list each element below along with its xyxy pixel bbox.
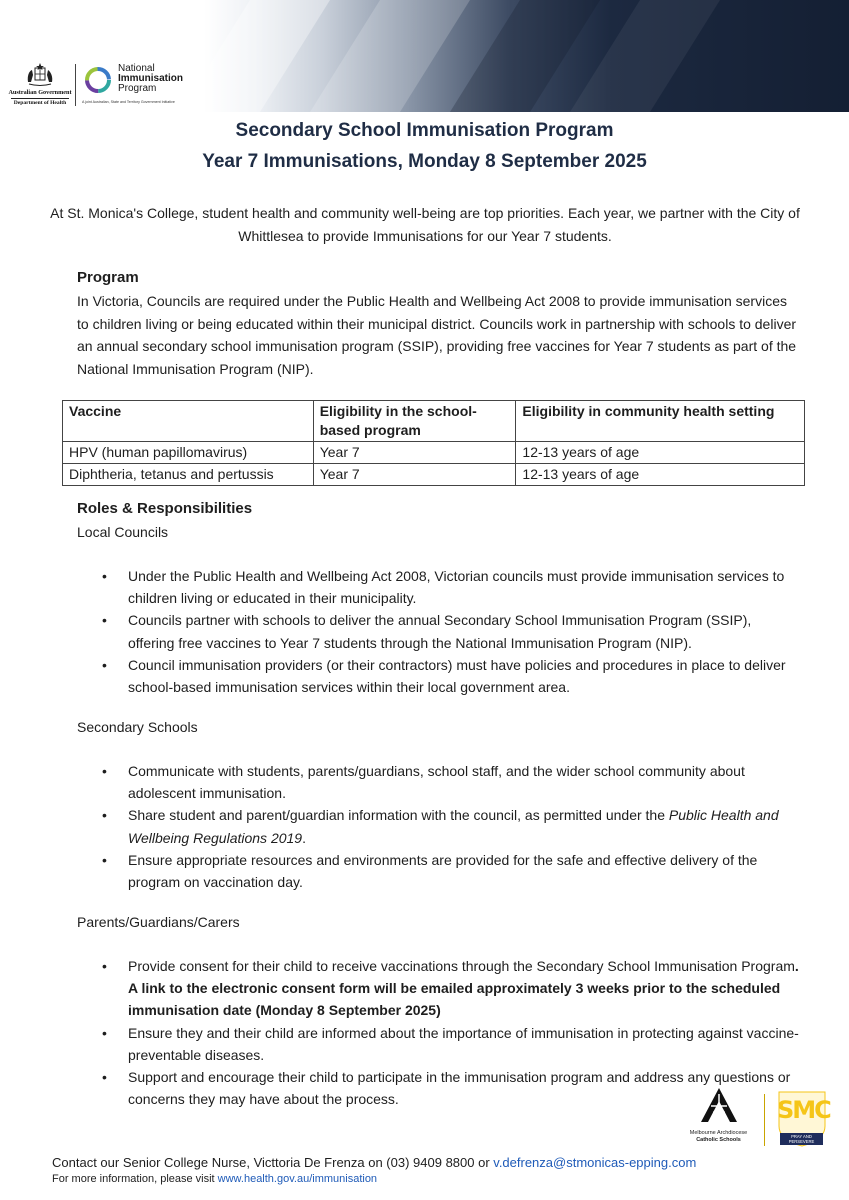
table-cell: HPV (human papillomavirus) — [63, 442, 314, 464]
list-item-text: Share student and parent/guardian information with the council, as permitted under the — [128, 807, 669, 824]
roles-heading: Roles & Responsibilities — [77, 500, 253, 517]
councils-list — [100, 565, 800, 698]
table-cell: 12-13 years of age — [516, 442, 805, 464]
table-cell: Year 7 — [313, 464, 516, 486]
mac-logo — [676, 1086, 761, 1143]
list-item-text: Provide consent for their child to receive vaccinations through the Secondary School Immunisation Program — [128, 958, 795, 974]
list-item: • Councils partner with schools to deliver the annual Secondary School Immunisation Program (SSIP), offering free vaccines to Year 7 students through the National Immunisation Program (NIP). — [100, 609, 800, 653]
schools-list — [100, 760, 800, 893]
table-header-vaccine: Vaccine — [63, 401, 314, 442]
nip-tagline: A joint Australian, State and Territory Government Initiative — [82, 100, 175, 104]
logo-divider — [75, 64, 76, 106]
table-row — [63, 464, 805, 486]
australian-government-logo — [8, 62, 72, 107]
school-logos — [676, 1086, 842, 1148]
page-subtitle: Year 7 Immunisations, Monday 8 September 2025 — [202, 151, 647, 172]
list-item-end: . — [302, 829, 306, 846]
logo-separator — [764, 1094, 765, 1146]
mac-line1: Melbourne Archdiocese — [689, 1130, 748, 1136]
table-header-row — [63, 401, 805, 442]
nip-line2: Immunisation — [118, 73, 184, 84]
mac-emblem-icon — [697, 1086, 741, 1124]
list-item: • Support and encourage their child to participate in the immunisation program and address any questions or concerns they may have about the process. — [100, 1066, 800, 1110]
coat-of-arms-icon — [23, 62, 57, 88]
more-info-line — [52, 1173, 377, 1185]
list-item: • Communicate with students, parents/guardians, school staff, and the wider school community about adolescent immunisation. — [100, 760, 800, 804]
intro-paragraph: At St. Monica's College, student health and community well-being are top priorities. Each year, we partner with the City of Whittlesea to provide Immunisations for our Year 7 students. — [50, 205, 800, 244]
list-item — [100, 955, 800, 1022]
table-row — [63, 442, 805, 464]
councils-subheading: Local Councils — [77, 524, 169, 540]
health-website-link[interactable]: www.health.gov.au/immunisation — [217, 1173, 378, 1185]
program-heading: Program — [77, 269, 139, 286]
parents-subheading: Parents/Guardians/Carers — [77, 914, 240, 930]
more-info-text: For more information, please visit — [52, 1173, 218, 1185]
nip-line1: National — [118, 63, 155, 74]
table-cell: Diphtheria, tetanus and pertussis — [63, 464, 314, 486]
smc-motto: PRAY AND PERSEVERE — [780, 1133, 823, 1145]
table-header-school-eligibility: Eligibility in the school-based program — [313, 401, 516, 442]
schools-subheading: Secondary Schools — [77, 719, 198, 735]
vaccine-table — [62, 400, 805, 486]
consent-form-note: . A link to the electronic consent form will be emailed approximately 3 weeks prior to the scheduled immunisation date (Monday 8 September 2025) — [128, 958, 799, 1019]
table-cell: 12-13 years of age — [516, 464, 805, 486]
contact-text: Contact our Senior College Nurse, Victtoria De Frenza on (03) 9409 8800 or — [52, 1155, 494, 1170]
nip-wordmark — [118, 64, 183, 94]
list-item: • Under the Public Health and Wellbeing Act 2008, Victorian councils must provide immunisation services to children living or educated in their municipality. — [100, 565, 800, 609]
regulations-title: Public Health and Wellbeing Regulations 2019 — [128, 807, 779, 846]
smc-logo-letters: SMC — [777, 1096, 830, 1124]
nip-logo-icon — [82, 64, 114, 96]
list-item: • Ensure they and their child are informed about the importance of immunisation in protecting against vaccine-preventable diseases. — [100, 1022, 800, 1066]
program-paragraph: In Victoria, Councils are required under the Public Health and Wellbeing Act 2008 to provide immunisation services to children living or being educated within their municipal district. Councils work in partnership with schools to deliver an annual secondary school immunisation program (SSIP), providing free vaccines for Year 7 students as part of the National Immunisation Program (NIP). — [77, 293, 797, 377]
table-header-community-eligibility: Eligibility in community health setting — [516, 401, 805, 442]
mac-line2: Catholic Schools — [696, 1136, 741, 1143]
table-cell: Year 7 — [313, 442, 516, 464]
list-item: • Ensure appropriate resources and environments are provided for the safe and effective delivery of the program on vaccination day. — [100, 849, 800, 893]
gov-divider — [11, 98, 69, 99]
list-item: • Council immunisation providers (or their contractors) must have policies and procedures in place to deliver school-based immunisation services within their local government area. — [100, 654, 800, 698]
nip-line3: Program — [118, 83, 157, 94]
gov-title: Australian Government — [8, 89, 72, 96]
nurse-email-link[interactable]: v.defrenza@stmonicas-epping.com — [493, 1155, 697, 1170]
list-item — [100, 804, 800, 848]
contact-line — [52, 1155, 696, 1170]
gov-department: Department of Health — [13, 100, 67, 106]
page-title: Secondary School Immunisation Program — [235, 120, 614, 141]
